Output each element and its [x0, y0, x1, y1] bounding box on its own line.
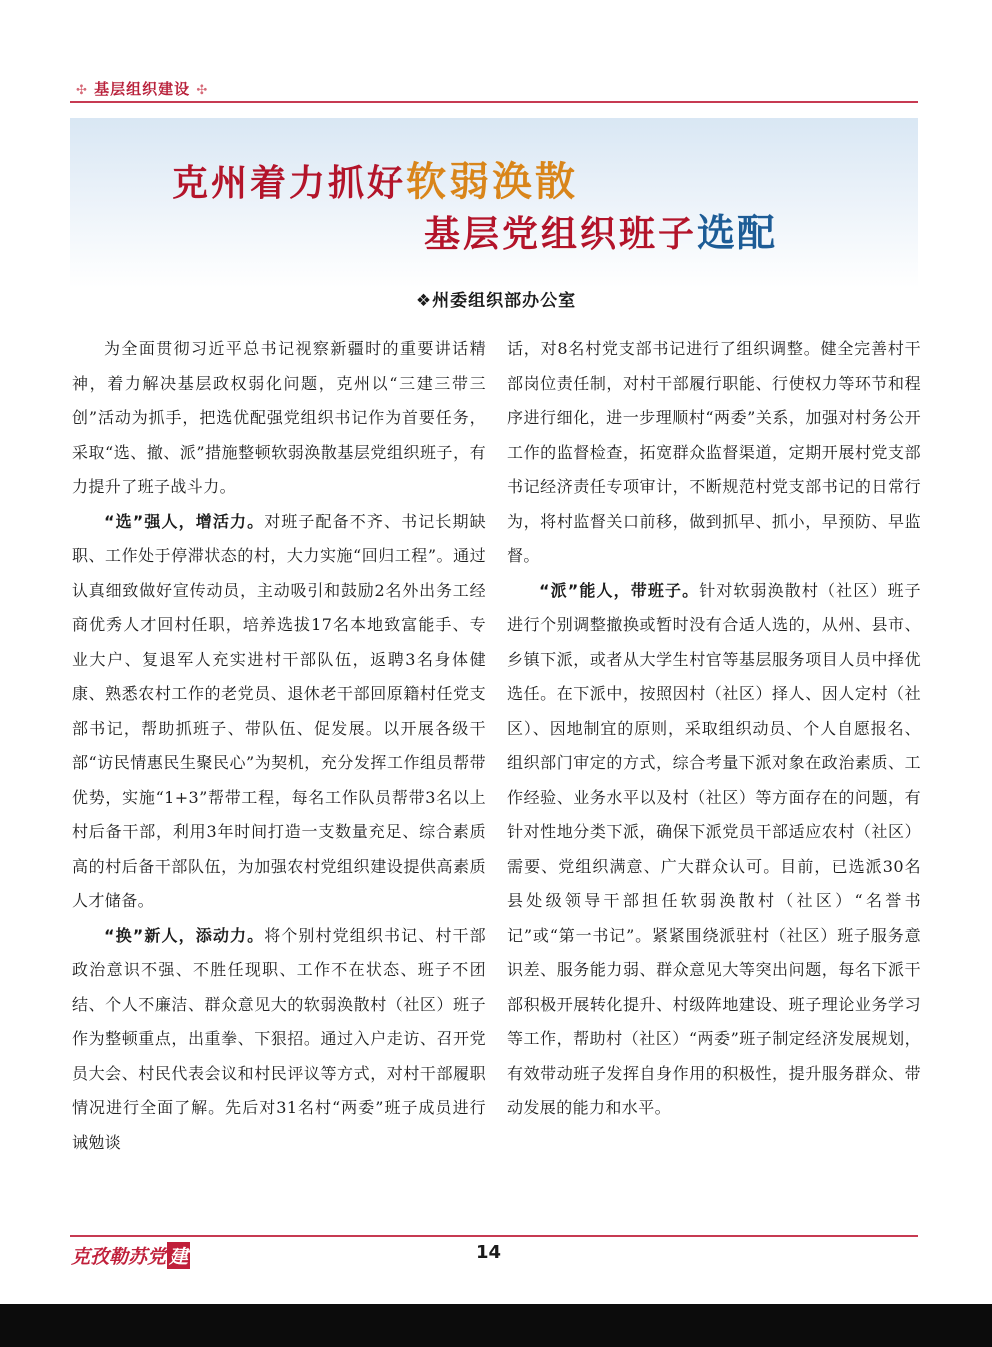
article-column-left [72, 332, 486, 1160]
ornament-left-icon: ✣ [76, 83, 88, 98]
paragraph-select-body: 对班子配备不齐、书记长期缺职、工作处于停滞状态的村，大力实施“回归工程”。通过认真细致做好宣传动员，主动吸引和鼓励2名外出务工经商优秀人才回村任职，培养选拔17名本地致富能手、专业大户、复退军人充实进村干部队伍，返聘3名身体健康、熟悉农村工作的老党员、退休老干部回原籍村任党支部书记，帮助抓班子、带队伍、促发展。以开展各级干部“访民情惠民生聚民心”为契机，充分发挥工作组员帮带优势，实施“1+3”帮带工程，每名工作队员帮带3名以上村后备干部，利用3年时间打造一支数量充足、综合素质高的村后备干部队伍，为加强农村党组织建设提供高素质人才储备。 [72, 511, 486, 910]
title-part-1a: 克州着力抓好 [172, 163, 407, 204]
subhead-dispatch: “派”能人，带班子。 [539, 580, 700, 600]
title-part-2b: 选配 [697, 211, 778, 255]
title-line-1 [172, 150, 578, 207]
subhead-replace: “换”新人，添动力。 [104, 925, 265, 945]
brand-box: 建 [167, 1242, 190, 1269]
section-title: 基层组织建设 [94, 80, 191, 98]
article-column-right [507, 332, 921, 1126]
paragraph-replace-body: 将个别村党组织书记、村干部政治意识不强、不胜任现职、工作不在状态、班子不团结、个人不廉洁、群众意见大的软弱涣散村（社区）班子作为整顿重点，出重拳、下狠招。通过入户走访、召开党员大会、村民代表会议和村民评议等方式，对村干部履职情况进行全面了解。先后对31名村“两委”班子成员进行诫勉谈 [72, 925, 486, 1152]
title-part-2a: 基层党组织班子 [424, 214, 698, 255]
footer-divider [70, 1235, 918, 1237]
paragraph-replace [72, 919, 486, 1161]
brand-highlight: 党 [147, 1246, 167, 1268]
page-number: 14 [476, 1242, 502, 1263]
ornament-right-icon: ✣ [196, 83, 209, 98]
header-divider [70, 101, 918, 103]
paragraph-dispatch-body: 针对软弱涣散村（社区）班子进行个别调整撤换或暂时没有合适人选的，从州、县市、乡镇下派，或者从大学生村官等基层服务项目人员中择优选任。在下派中，按照因村（社区）择人、因人定村（社区）、因地制宜的原则，采取组织动员、个人自愿报名、组织部门审定的方式，综合考量下派对象在政治素质、工作经验、业务水平以及村（社区）等方面存在的问题，有针对性地分类下派，确保下派党员干部适应农村（社区）需要、党组织满意、广大群众认可。目前，已选派30名县处级领导干部担任软弱涣散村（社区）“名誉书记”或“第一书记”。紧紧围绕派驻村（社区）班子服务意识差、服务能力弱、群众意见大等突出问题，每名下派干部积极开展转化提升、村级阵地建设、班子理论业务学习等工作，帮助村（社区）“两委”班子制定经济发展规划，有效带动班子发挥自身作用的积极性，提升服务群众、带动发展的能力和水平。 [507, 580, 921, 1117]
footer-brand-logo [71, 1242, 190, 1269]
paragraph-intro: 为全面贯彻习近平总书记视察新疆时的重要讲话精神，着力解决基层政权弱化问题，克州以“三建三带三创”活动为抓手，把选优配强党组织书记作为首要任务，采取“选、撤、派”措施整顿软弱涣散基层党组织班子，有力提升了班子战斗力。 [72, 339, 486, 496]
paragraph-dispatch [507, 574, 921, 1126]
paragraph-continued: 话，对8名村党支部书记进行了组织调整。健全完善村干部岗位责任制，对村干部履行职能、行使权力等环节和程序进行细化，进一步理顺村“两委”关系，加强对村务公开工作的监督检查，拓宽群众监督渠道，定期开展村党支部书记经济责任专项审计，不断规范村党支部书记的日常行为，将村监督关口前移，做到抓早、抓小，早预防、早监督。 [507, 339, 921, 565]
bottom-bar [0, 1304, 992, 1347]
title-line-2 [424, 202, 777, 257]
title-part-1b: 软弱涣散 [406, 159, 579, 205]
author-byline: ❖州委组织部办公室 [415, 291, 577, 311]
brand-text: 克孜勒苏 [71, 1246, 148, 1268]
subhead-select: “选”强人，增活力。 [104, 511, 265, 531]
section-header [76, 78, 208, 99]
paragraph-select [72, 505, 486, 919]
